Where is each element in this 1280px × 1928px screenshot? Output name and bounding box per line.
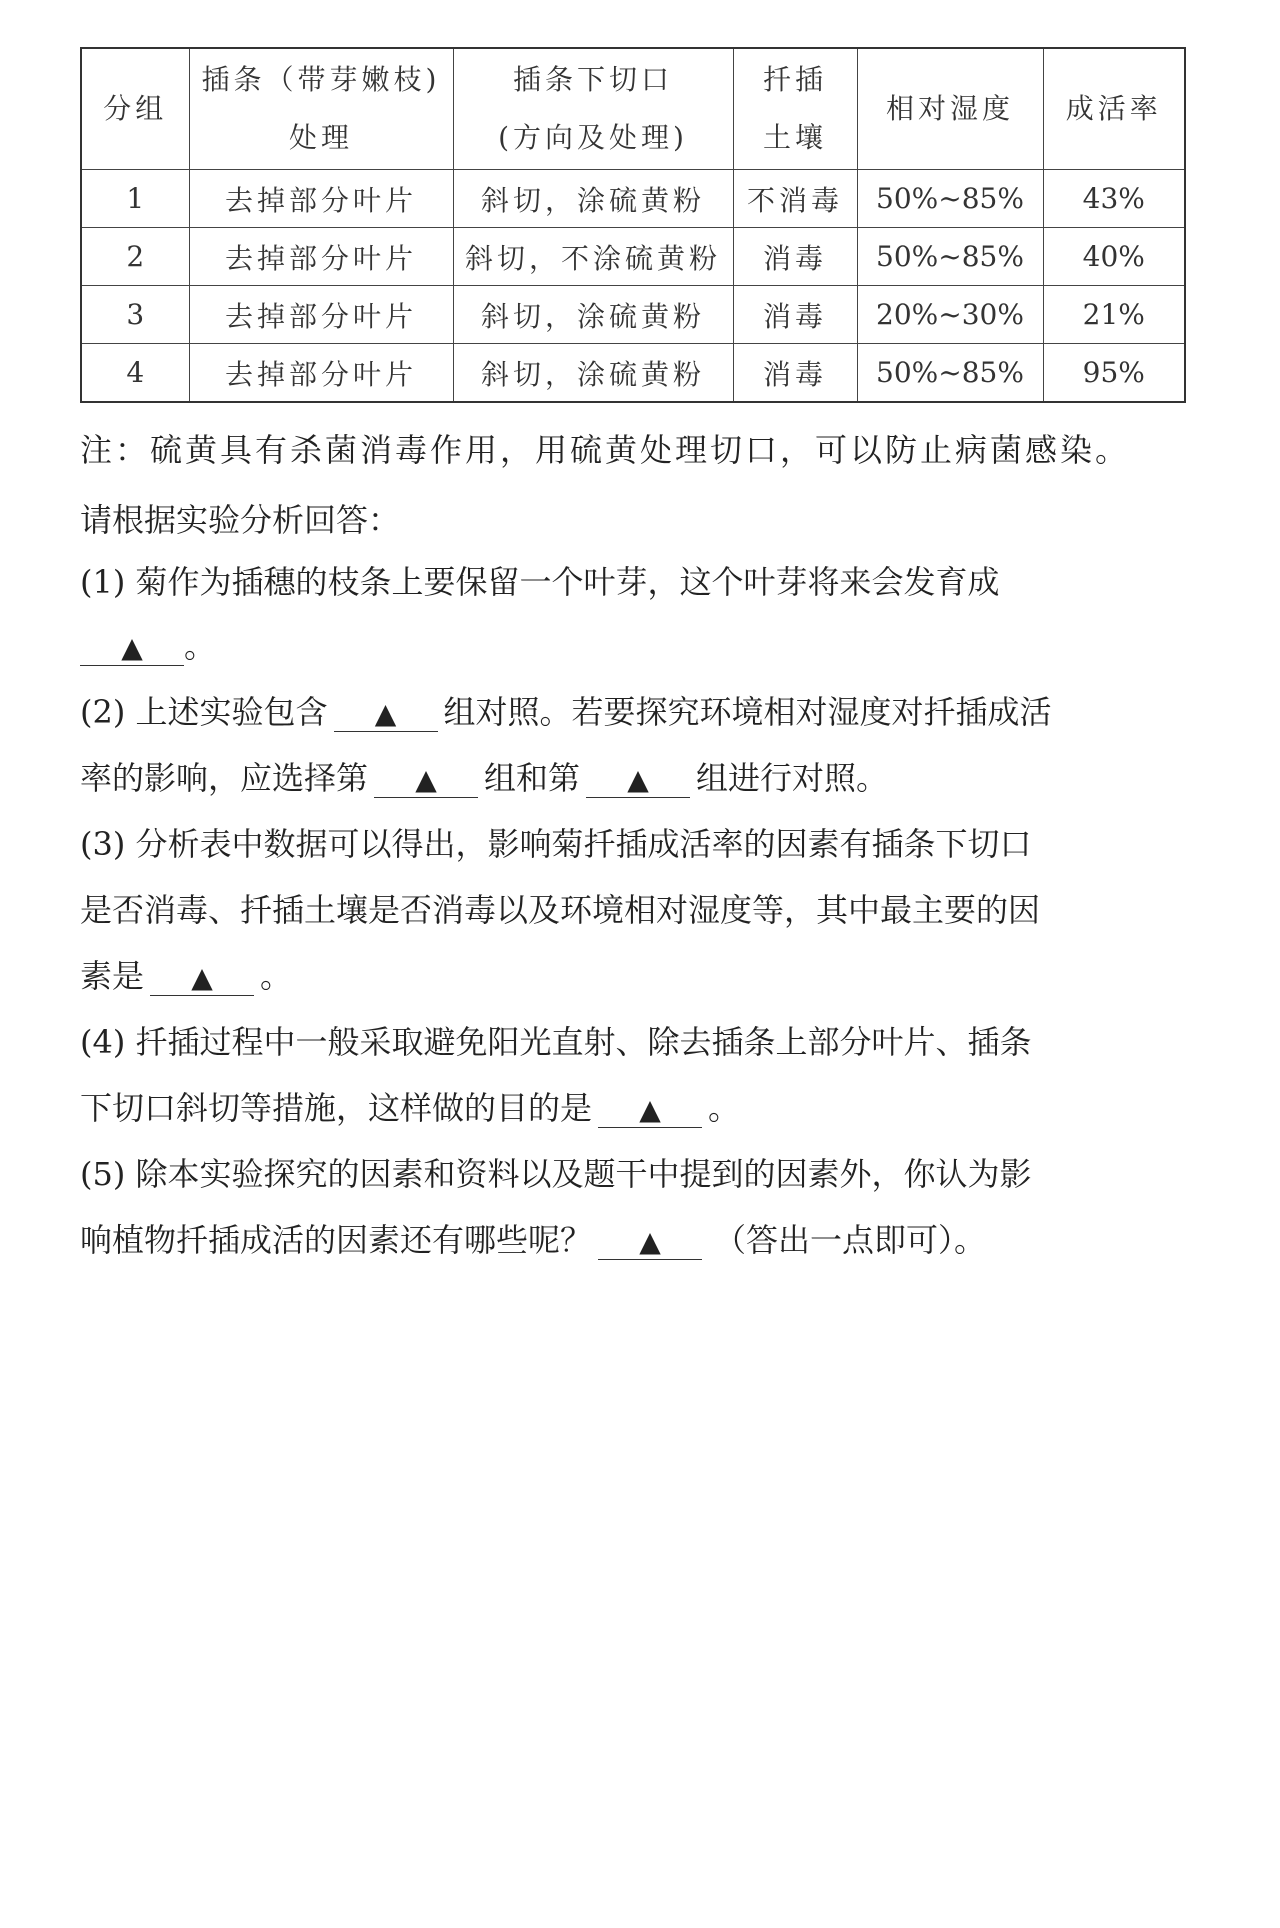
cell-humidity: 20%~30% xyxy=(857,286,1043,344)
question-4-line1: (4) 扦插过程中一般采取避免阳光直射、除去插条上部分叶片、插条 xyxy=(80,1023,1032,1061)
question-3-line2: 是否消毒、扦插土壤是否消毒以及环境相对湿度等，其中最主要的因 xyxy=(80,891,1041,929)
cell-lower-cut: 斜切，涂硫黄粉 xyxy=(453,170,733,228)
table-row xyxy=(81,170,1185,228)
question-1-line1: (1) 菊作为插穗的枝条上要保留一个叶芽，这个叶芽将来会发育成 xyxy=(80,563,1000,601)
cell-treatment: 去掉部分叶片 xyxy=(189,344,453,403)
cell-treatment: 去掉部分叶片 xyxy=(189,286,453,344)
header-soil: 扦插 土壤 xyxy=(733,48,857,170)
cell-treatment: 去掉部分叶片 xyxy=(189,170,453,228)
question-1-end: 。 xyxy=(184,627,217,665)
instructions: 请根据实验分析回答： xyxy=(80,501,401,539)
cell-humidity: 50%~85% xyxy=(857,170,1043,228)
question-2-text-d: 组和第 xyxy=(484,759,581,797)
cell-group: 3 xyxy=(81,286,189,344)
question-5-line2 xyxy=(80,1220,1190,1260)
answer-blank-2b[interactable]: ▲ xyxy=(374,763,478,798)
cell-survival-rate: 95% xyxy=(1043,344,1185,403)
cell-humidity: 50%~85% xyxy=(857,228,1043,286)
question-1-line2 xyxy=(80,626,1190,666)
question-3-end: 。 xyxy=(260,957,293,995)
cell-treatment: 去掉部分叶片 xyxy=(189,228,453,286)
question-2-line2 xyxy=(80,758,1190,798)
answer-blank-4[interactable]: ▲ xyxy=(598,1093,702,1128)
experiment-table xyxy=(80,47,1186,403)
question-5-line1: (5) 除本实验探究的因素和资料以及题干中提到的因素外，你认为影 xyxy=(80,1155,1032,1193)
answer-blank-3[interactable]: ▲ xyxy=(150,961,254,996)
question-2-text-a: (2) 上述实验包含 xyxy=(80,693,328,731)
cell-soil: 消毒 xyxy=(733,344,857,403)
table-note: 注：硫黄具有杀菌消毒作用，用硫黄处理切口，可以防止病菌感染。 xyxy=(80,431,1131,469)
question-2-text-c: 率的影响，应选择第 xyxy=(80,759,369,797)
header-lower-cut: 插条下切口 (方向及处理) xyxy=(453,48,733,170)
question-2-line1 xyxy=(80,692,1190,732)
header-humidity: 相对湿度 xyxy=(857,48,1043,170)
header-survival-rate: 成活率 xyxy=(1043,48,1185,170)
table-row xyxy=(81,228,1185,286)
answer-blank-2c[interactable]: ▲ xyxy=(586,763,690,798)
cell-group: 4 xyxy=(81,344,189,403)
cell-lower-cut: 斜切，不涂硫黄粉 xyxy=(453,228,733,286)
cell-lower-cut: 斜切，涂硫黄粉 xyxy=(453,344,733,403)
cell-group: 1 xyxy=(81,170,189,228)
question-5-text: 响植物扦插成活的因素还有哪些呢？ xyxy=(80,1221,593,1259)
question-4-end: 。 xyxy=(708,1089,741,1127)
answer-blank-5[interactable]: ▲ xyxy=(598,1225,702,1260)
cell-survival-rate: 43% xyxy=(1043,170,1185,228)
table-row xyxy=(81,344,1185,403)
answer-blank-1[interactable]: ▲ xyxy=(80,631,184,666)
question-3-line3 xyxy=(80,956,1190,996)
question-2-text-e: 组进行对照。 xyxy=(696,759,889,797)
answer-blank-2a[interactable]: ▲ xyxy=(334,697,438,732)
cell-lower-cut: 斜切，涂硫黄粉 xyxy=(453,286,733,344)
question-5-end: （答出一点即可）。 xyxy=(714,1221,987,1259)
cell-soil: 消毒 xyxy=(733,228,857,286)
cell-soil: 消毒 xyxy=(733,286,857,344)
table-row xyxy=(81,286,1185,344)
header-group: 分组 xyxy=(81,48,189,170)
question-2-text-b: 组对照。若要探究环境相对湿度对扦插成活 xyxy=(443,693,1052,731)
header-cutting-treatment: 插条（带芽嫩枝) 处理 xyxy=(189,48,453,170)
cell-survival-rate: 40% xyxy=(1043,228,1185,286)
question-3-line1: (3) 分析表中数据可以得出，影响菊扦插成活率的因素有插条下切口 xyxy=(80,825,1032,863)
cell-survival-rate: 21% xyxy=(1043,286,1185,344)
cell-group: 2 xyxy=(81,228,189,286)
cell-humidity: 50%~85% xyxy=(857,344,1043,403)
question-3-text: 素是 xyxy=(80,957,145,995)
cell-soil: 不消毒 xyxy=(733,170,857,228)
question-4-text: 下切口斜切等措施，这样做的目的是 xyxy=(80,1089,593,1127)
question-4-line2 xyxy=(80,1088,1190,1128)
table-header-row xyxy=(81,48,1185,170)
